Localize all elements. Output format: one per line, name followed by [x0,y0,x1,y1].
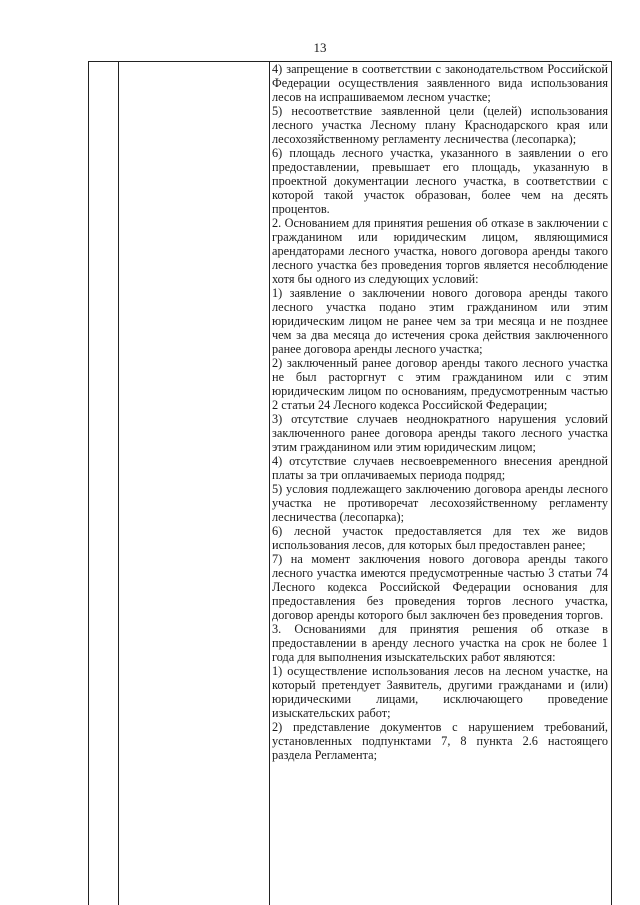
paragraph-item-2c: 2) представление документов с нарушением требований, установленных подпунктами 7, 8 пункта 2.6 настоящего раздела Регламента; [272,720,608,762]
paragraph-item-6: 6) площадь лесного участка, указанного в заявлении о его предоставлении, превышает его площадь, указанную в проектной документации лесного участка, в соответствии с которой такой участок образован, более чем на десять процентов. [272,146,608,216]
paragraph-item-5b: 5) условия подлежащего заключению договора аренды лесного участка не противоречат лесохозяйственному регламенту лесничества (лесопарка); [272,482,608,524]
paragraph-section-3: 3. Основаниями для принятия решения об отказе в предоставлении в аренду лесного участка на срок не более 1 года для выполнения изыскательских работ являются: [272,622,608,664]
column-divider-1 [118,62,119,905]
paragraph-item-4: 4) запрещение в соответствии с законодательством Российской Федерации осуществления заявленного вида использования лесов на испрашиваемом лесном участке; [272,62,608,104]
paragraph-item-2: 2) заключенный ранее договор аренды такого лесного участка не был расторгнут с этим гражданином или с этим юридическим лицом по основаниям, предусмотренным частью 2 статьи 24 Лесного кодекса Российской Федерации; [272,356,608,412]
paragraph-item-1c: 1) осуществление использования лесов на лесном участке, на который претендует Заявитель, другими гражданами и (или) юридическими лицами, исключающего проведение изыскательских работ; [272,664,608,720]
page-number: 13 [313,40,327,55]
table-text-cell [272,62,608,762]
paragraph-item-1: 1) заявление о заключении нового договора аренды такого лесного участка подано этим гражданином или этим юридическим лицом не ранее чем за три месяца и не позднее чем за два месяца до истечения срока действия заключенного ранее договора аренды лесного участка; [272,286,608,356]
paragraph-item-3: 3) отсутствие случаев неоднократного нарушения условий заключенного ранее договора аренды такого лесного участка этим гражданином или этим юридическим лицом; [272,412,608,454]
paragraph-item-5: 5) несоответствие заявленной цели (целей) использования лесного участка Лесному плану Краснодарского края или лесохозяйственному регламенту лесничества (лесопарка); [272,104,608,146]
paragraph-item-6b: 6) лесной участок предоставляется для тех же видов использования лесов, для которых был предоставлен ранее; [272,524,608,552]
paragraph-section-2: 2. Основанием для принятия решения об отказе в заключении с гражданином или юридическим лицом, являющимися арендаторами лесного участка, нового договора аренды такого лесного участка без проведения торгов является несоблюдение хотя бы одного из следующих условий: [272,216,608,286]
paragraph-item-7: 7) на момент заключения нового договора аренды такого лесного участка имеются предусмотренные частью 3 статьи 74 Лесного кодекса Российской Федерации основания для предоставления без проведения торгов лесного участка, договор аренды которого был заключен без проведения торгов. [272,552,608,622]
column-divider-2 [269,62,270,905]
paragraph-item-4b: 4) отсутствие случаев несвоевременного внесения арендной платы за три оплачиваемых периода подряд; [272,454,608,482]
